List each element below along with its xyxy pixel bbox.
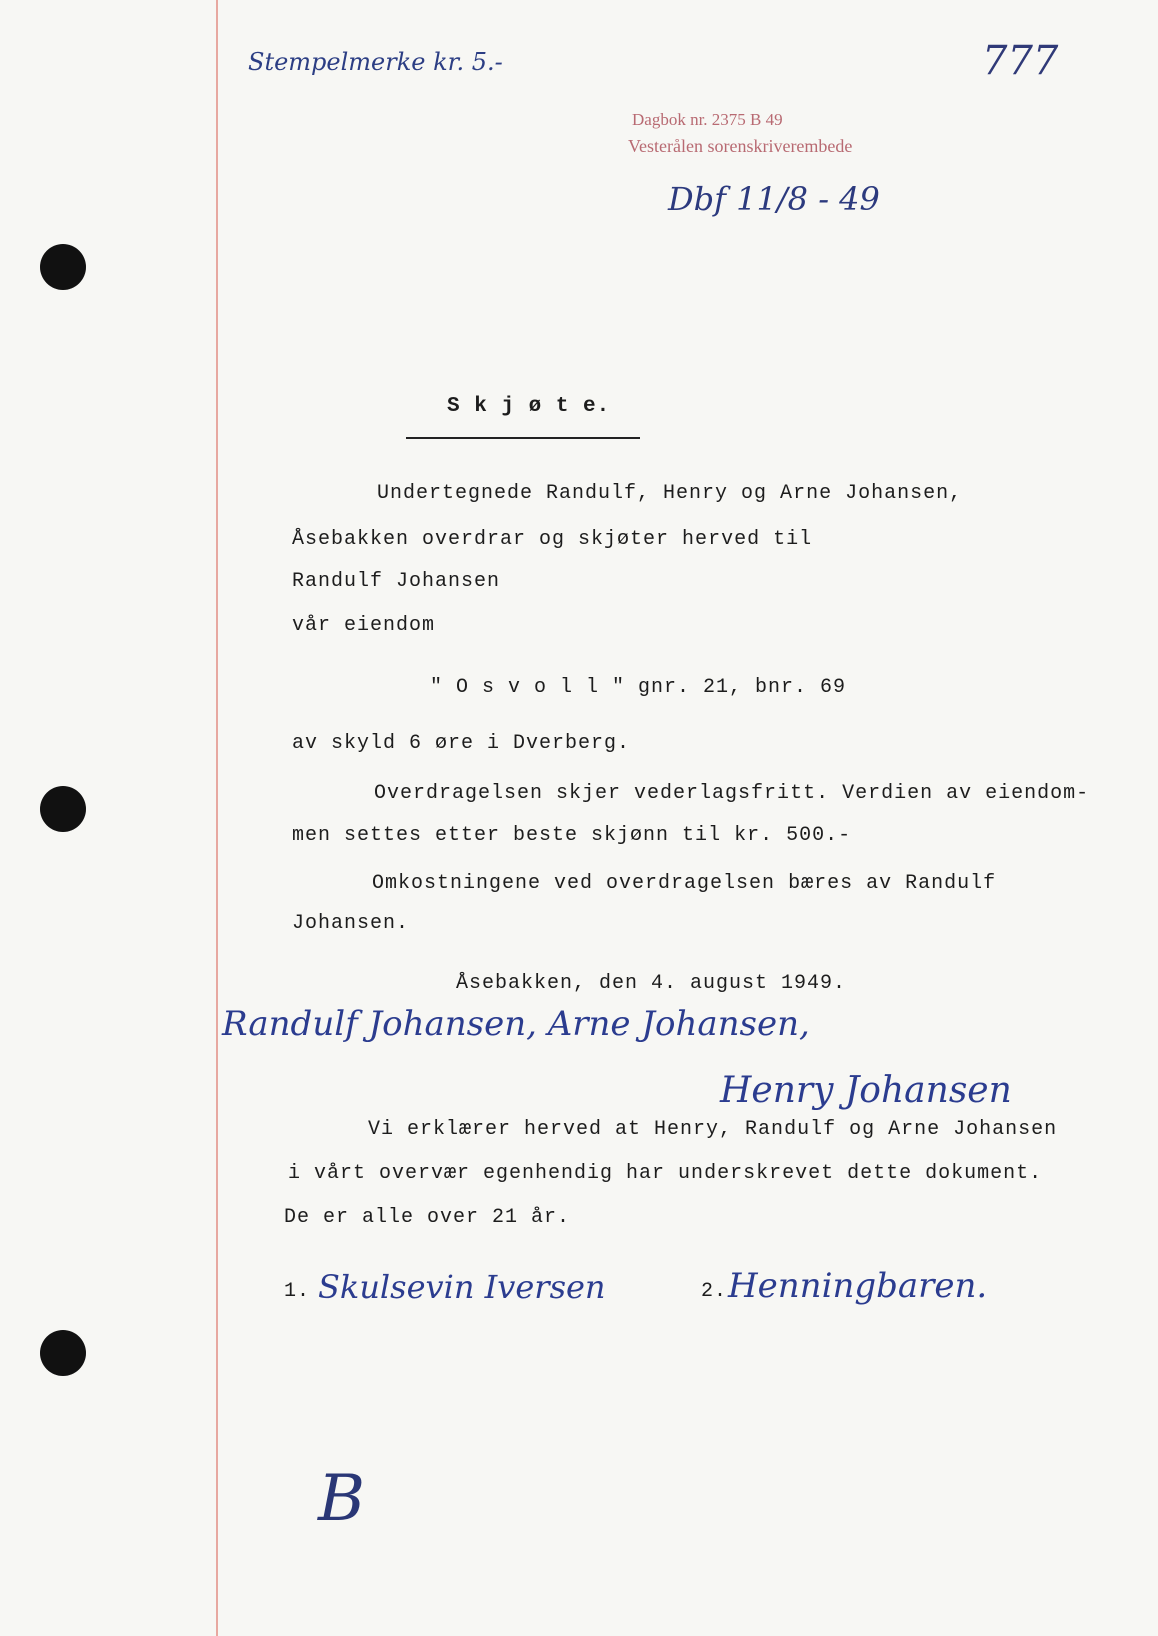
body-line: men settes etter beste skjønn til kr. 500.- (292, 824, 852, 847)
page-number: 777 (982, 38, 1059, 84)
property-line: " O s v o l l " gnr. 21, bnr. 69 (430, 676, 847, 699)
body-line: av skyld 6 øre i Dverberg. (292, 732, 631, 755)
title-underline (406, 437, 640, 439)
signature-line: Randulf Johansen, Arne Johansen, (222, 1004, 810, 1044)
body-line: Overdragelsen skjer vederlagsfritt. Verdien av eiendom- (374, 782, 1090, 805)
initial-mark: B (318, 1462, 366, 1536)
witness-text: i vårt overvær egenhendig har underskrevet dette dokument. (288, 1162, 1043, 1185)
document-title: S k j ø t e. (447, 395, 611, 418)
punch-hole (40, 786, 86, 832)
signature-line: Henry Johansen (720, 1070, 1012, 1111)
witness-signature: Henningbaren. (728, 1266, 988, 1306)
witness-text: Vi erklærer herved at Henry, Randulf og Arne Johansen (368, 1118, 1058, 1141)
body-line: Randulf Johansen (292, 570, 501, 593)
place-date-line: Åsebakken, den 4. august 1949. (456, 972, 847, 995)
witness-number: 1. (284, 1280, 311, 1303)
witness-signature: Skulsevin Iversen (318, 1268, 606, 1306)
body-line: vår eiendom (292, 614, 436, 637)
court-stamp: Vesterålen sorenskriverembede (628, 136, 853, 156)
stamp-duty-note: Stempelmerke kr. 5.- (248, 48, 503, 76)
witness-text: De er alle over 21 år. (284, 1206, 571, 1229)
punch-hole (40, 1330, 86, 1376)
body-line: Åsebakken overdrar og skjøter herved til (292, 528, 813, 551)
witness-number: 2. (701, 1280, 728, 1303)
body-line: Undertegnede Randulf, Henry og Arne Johansen, (377, 482, 963, 505)
registration-note: Dbf 11/8 - 49 (668, 180, 880, 218)
margin-line (216, 0, 218, 1636)
body-line: Johansen. (292, 912, 410, 935)
diary-stamp: Dagbok nr. 2375 B 49 (632, 110, 783, 129)
body-line: Omkostningene ved overdragelsen bæres av Randulf (372, 872, 997, 895)
punch-hole (40, 244, 86, 290)
